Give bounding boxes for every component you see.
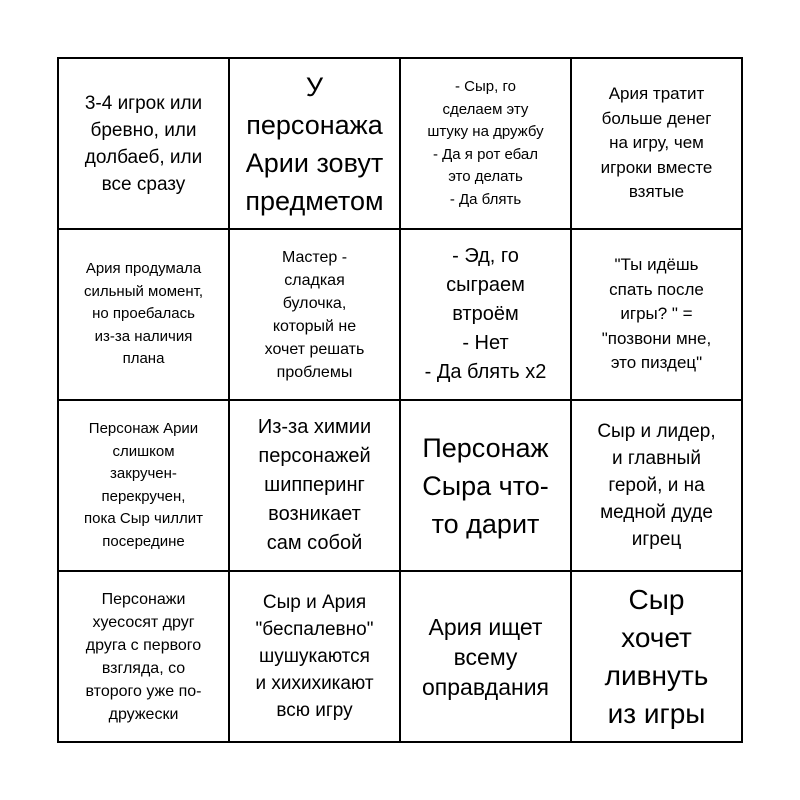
bingo-cell-r4c2[interactable] [229,571,400,742]
bingo-cell-text: - Сыр, го сделаем эту штуку на дружбу - Да я рот ебал это делать - Да блять [427,78,544,208]
bingo-cell-text: "Ты идёшь спать после игры? " = "позвони мне, это пиздец" [601,255,712,373]
bingo-cell-r1c1[interactable] [58,58,229,229]
bingo-cell-text: 3-4 игрок или бревно, или долбаеб, или все сразу [84,92,203,195]
bingo-cell-text: - Эд, го сыграем втроём - Нет - Да блять х2 [424,245,547,383]
bingo-cell-text: У персонажа Арии зовут предметом [245,71,384,216]
bingo-cell-text: Персонаж Сыра что- то дарит [422,432,549,539]
bingo-cell-text: Ария продумала сильный момент, но проебалась из-за наличия плана [83,260,204,368]
bingo-cell-text: Сыр и Ария "беспалевно" шушукаются и хихихикают всю игру [255,592,374,721]
bingo-board [57,57,743,743]
bingo-cell-text: Персонаж Арии слишком закручен- перекручен, пока Сыр чиллит посередине [84,420,203,550]
bingo-cell-text: Сыр хочет ливнуть из игры [604,583,709,729]
bingo-cell-r2c2[interactable] [229,229,400,400]
bingo-cell-r4c1[interactable] [58,571,229,742]
bingo-cell-r3c3[interactable] [400,400,571,571]
bingo-cell-r3c4[interactable] [571,400,742,571]
bingo-cell-r4c3[interactable] [400,571,571,742]
bingo-cell-r1c3[interactable] [400,58,571,229]
bingo-cell-r4c4[interactable] [571,571,742,742]
bingo-cell-r3c2[interactable] [229,400,400,571]
bingo-cell-r1c2[interactable] [229,58,400,229]
bingo-cell-text: Из-за химии персонажей шипперинг возникает сам собой [257,416,372,554]
bingo-cell-r2c4[interactable] [571,229,742,400]
bingo-cell-text: Ария тратит больше денег на игру, чем игроки вместе взятые [600,84,713,202]
bingo-cell-text: Сыр и лидер, и главный герой, и на медной дуде игрец [597,421,716,550]
bingo-cell-r2c3[interactable] [400,229,571,400]
bingo-cell-text: Ария ищет всему оправдания [421,613,549,700]
bingo-cell-text: Мастер - сладкая булочка, который не хочет решать проблемы [264,248,365,381]
bingo-cell-r1c4[interactable] [571,58,742,229]
bingo-cell-r2c1[interactable] [58,229,229,400]
bingo-cell-r3c1[interactable] [58,400,229,571]
bingo-cell-text: Персонажи хуесосят друг друга с первого взгляда, со второго уже по- дружески [85,590,202,723]
